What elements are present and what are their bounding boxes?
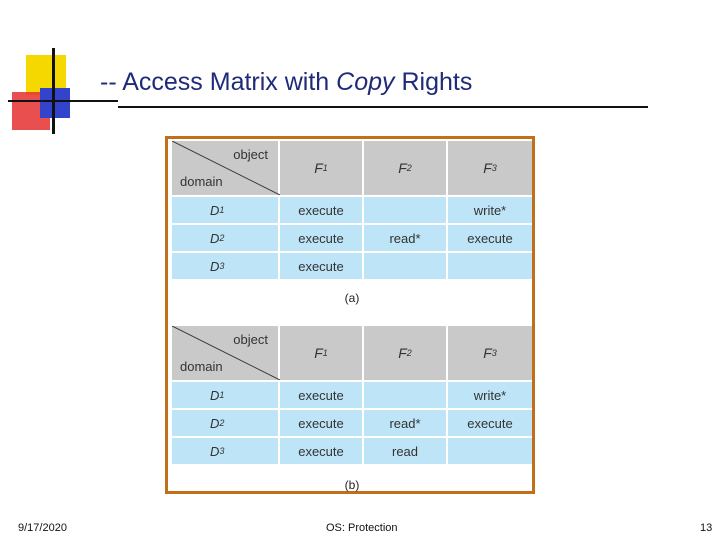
matrix-cell: read* xyxy=(364,410,448,436)
access-matrix-figure xyxy=(165,136,535,494)
matrix-cell: execute xyxy=(280,382,364,408)
logo-vertical-line xyxy=(52,48,55,134)
figure-caption-b: (b) xyxy=(344,478,360,492)
matrix-cell: execute xyxy=(448,410,532,436)
matrix-cell: read* xyxy=(364,225,448,251)
footer-date: 9/17/2020 xyxy=(18,522,67,534)
column-header-f1: F 1 xyxy=(280,141,364,195)
matrix-cell: read xyxy=(364,438,448,464)
matrix-cell: execute xyxy=(280,197,364,223)
matrix-cell: write* xyxy=(448,382,532,408)
slide-logo xyxy=(0,0,100,135)
corner-cell xyxy=(172,141,280,195)
domain-label: domain xyxy=(180,359,223,374)
matrix-cell: execute xyxy=(280,253,364,279)
table-row-d3 xyxy=(172,253,532,279)
matrix-cell xyxy=(364,382,448,408)
footer-course: OS: Protection xyxy=(326,522,398,534)
column-header-f2: F 2 xyxy=(364,141,448,195)
matrix-cell: execute xyxy=(280,225,364,251)
row-header-d2: D 2 xyxy=(172,225,280,251)
matrix-cell xyxy=(364,197,448,223)
table-row-d2 xyxy=(172,410,532,436)
matrix-cell xyxy=(448,253,532,279)
matrix-cell xyxy=(364,253,448,279)
matrix-cell: execute xyxy=(280,438,364,464)
row-header-d1: D 1 xyxy=(172,382,280,408)
logo-blue-square xyxy=(40,88,70,118)
slide-title xyxy=(100,68,472,97)
row-header-d3: D 3 xyxy=(172,253,280,279)
matrix-cell xyxy=(448,438,532,464)
table-row-d2 xyxy=(172,225,532,251)
title-prefix: -- Access Matrix with xyxy=(100,68,337,96)
matrix-cell: write* xyxy=(448,197,532,223)
row-header-d3: D 3 xyxy=(172,438,280,464)
matrix-cell: execute xyxy=(448,225,532,251)
table-row-d1 xyxy=(172,197,532,223)
logo-horizontal-line xyxy=(8,100,118,102)
matrix-header-row xyxy=(172,326,532,380)
column-header-f3: F 3 xyxy=(483,160,497,176)
domain-label: domain xyxy=(180,174,223,189)
row-header-d1: D 1 xyxy=(172,197,280,223)
figure-caption-a: (a) xyxy=(344,291,360,305)
object-label: object xyxy=(233,332,268,347)
row-header-d2: D 2 xyxy=(172,410,280,436)
footer-page-number: 13 xyxy=(700,522,713,534)
title-italic: Copy xyxy=(336,68,395,96)
column-header-f2: F 2 xyxy=(364,326,448,380)
column-header-f3: F 3 xyxy=(483,345,497,361)
title-underline xyxy=(118,106,648,108)
object-label: object xyxy=(233,147,268,162)
column-header-f1: F 1 xyxy=(280,326,364,380)
table-row-d3 xyxy=(172,438,532,464)
corner-cell xyxy=(172,326,280,380)
table-row-d1 xyxy=(172,382,532,408)
matrix-header-row xyxy=(172,141,532,195)
title-suffix: Rights xyxy=(394,68,473,96)
matrix-cell: execute xyxy=(280,410,364,436)
